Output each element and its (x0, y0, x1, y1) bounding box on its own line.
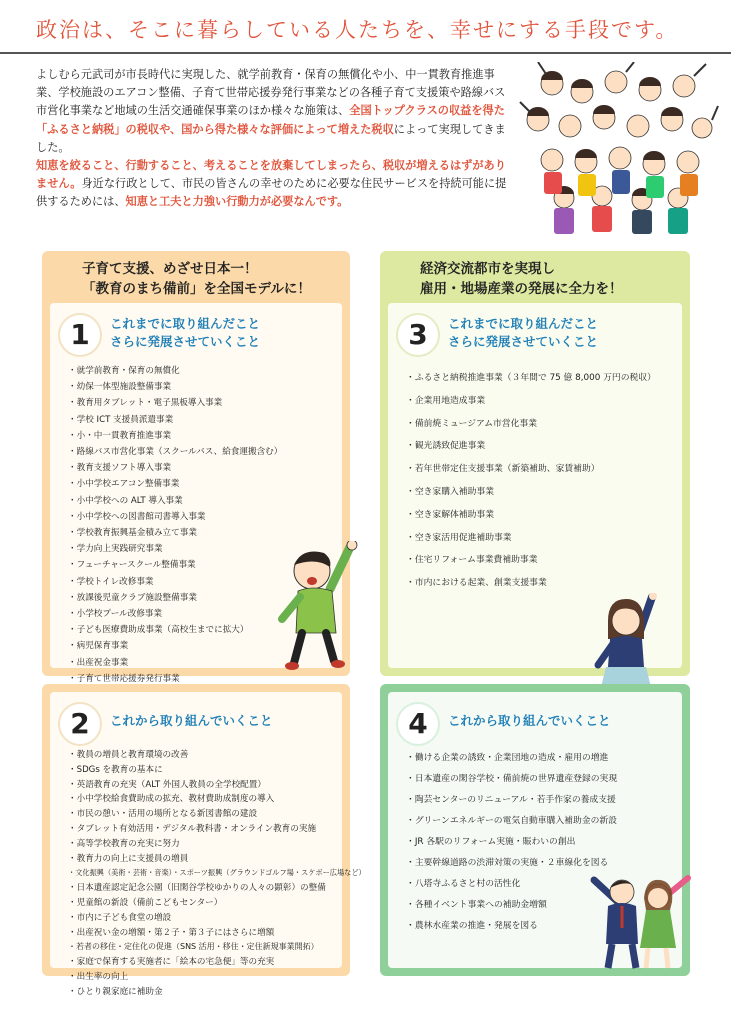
list-item: ・ 子ども医療費助成事業（高校生までに拡大） (68, 622, 282, 638)
list-item: ・ 教育用タブレット・電子黒板導入事業 (68, 395, 282, 411)
panel-economy-future (380, 684, 690, 976)
list-item: ・ 日本遺産の閑谷学校・備前焼の世界遺産登録の実現 (406, 769, 617, 790)
list-item: ・ 学校教育振興基金積み立て事業 (68, 525, 282, 541)
list-item: ・ JR 各駅のリフォーム実施・賑わいの創出 (406, 832, 617, 853)
panel-1-title (82, 259, 311, 299)
panel-4-card (388, 692, 682, 968)
list-item: ・ 市民の憩い・活用の場所となる新図書館の建設 (68, 807, 366, 822)
list-item: ・ 就学前教育・保育の無償化 (68, 363, 282, 379)
list-item: ・ 出産祝金事業 (68, 655, 282, 671)
intro-text-2: によって実現してきました。 (36, 122, 506, 154)
panel-3-subheading-line-2: さらに発展させていくこと (448, 334, 599, 349)
list-item: ・ 児童館の新設（備前こどもセンター） (68, 896, 366, 911)
list-item: ・ 高等学校教育の充実に努力 (68, 837, 366, 852)
panel-childcare-future (42, 684, 366, 997)
list-item: ・ SDGs を教育の基本に (68, 763, 366, 778)
list-item: ・ 放課後児童クラブ施設整備事業 (68, 590, 282, 606)
list-item: ・ 小中学校への ALT 導入事業 (68, 493, 282, 509)
list-item: ・ 市内における起業、創業支援事業 (406, 572, 656, 595)
panel-3-subheading-line-1: これまでに取り組んだこと (448, 316, 599, 331)
list-item: ・ 働ける企業の誘致・企業団地の造成・雇用の増進 (406, 748, 617, 769)
intro-highlight-3: 知恵と工夫と力強い行動力が必要なんです。 (125, 195, 349, 209)
intro-text-3: 身近な行政として、市民の皆さんの幸せのために必要な住民サービスを持続可能に提供するためには、 (36, 177, 507, 209)
list-item: ・ 病児保育事業 (68, 638, 282, 654)
panel-2-subheading: これから取り組んでいくこと (110, 713, 273, 728)
list-item: ・ 学校 ICT 支援員派遣事業 (68, 412, 282, 428)
list-item: ・ 企業用地造成事業 (406, 390, 656, 413)
list-item: ・ 小中学校への図書館司書導入事業 (68, 509, 282, 525)
list-item: ・ ふるさと納税推進事業（３年間で 75 億 8,000 万円の税収） (406, 367, 656, 390)
panel-4-subheading: これから取り組んでいくこと (448, 713, 611, 728)
panel-3-card (388, 303, 682, 668)
panel-1-number-badge: 1 (58, 313, 102, 357)
headline-text: 政治は、そこに暮らしている人たちを、幸せにする手段です。 (36, 18, 679, 42)
list-item: ・ 小・中一貫教育推進事業 (68, 428, 282, 444)
page-headline (36, 14, 716, 54)
list-item: ・ 教育力の向上に支援員の増員 (68, 852, 366, 867)
panel-1-title-line-1: 子育て支援、めざせ日本一！ (82, 261, 258, 277)
list-item: ・ 日本遺産認定記念公園（旧閑谷学校ゆかりの人々の顕彰）の整備 (68, 881, 366, 896)
panel-1-card (50, 303, 342, 684)
list-item: ・ 幼保一体型施設整備事業 (68, 379, 282, 395)
intro-highlight-2: 知恵を絞ること、行動すること、考えることを放棄してしまったら、税収が増えるはずがありません。 (36, 159, 506, 191)
list-item: ・ 路線バス市営化事業（スクールバス、給食運搬含む） (68, 444, 282, 460)
list-item: ・ 農林水産業の推進・発展を図る (406, 916, 617, 937)
panel-3-number-badge: 3 (396, 313, 440, 357)
list-item: ・ 空き家購入補助事業 (406, 481, 656, 504)
intro-highlight-1: 全国トップクラスの収益を得た「ふるさと納税」の税収や、国から得た様々な評価によって増えた税収 (36, 104, 505, 136)
list-item: ・ 住宅リフォーム事業費補助事業 (406, 549, 656, 572)
cheering-crowd-illustration (516, 62, 720, 242)
panel-2-card (50, 692, 366, 997)
panel-4-number-badge: 4 (396, 702, 440, 746)
list-item: ・ 空き家活用促進補助事業 (406, 527, 656, 550)
list-item: ・ タブレット有効活用・デジタル教科書・オンライン教育の実施 (68, 822, 366, 837)
panel-1-item-list (68, 363, 282, 703)
panel-3-title-line-2: 雇用・地場産業の発展に全力を！ (420, 281, 623, 297)
panel-2-item-list (68, 748, 366, 1000)
list-item: ・ ひとり親家庭に補助金 (68, 985, 366, 1000)
list-item: ・ 若者の移住・定住化の促進（SNS 活用・移住・定住新規事業開拓） (68, 940, 366, 955)
cheering-boy-illustration (272, 541, 368, 671)
list-item: ・ 学校トイレ改修事業 (68, 574, 282, 590)
panel-1-subheading (110, 315, 260, 351)
panel-3-title-line-1: 経済交流都市を実現し (420, 261, 555, 277)
list-item: ・ グリーンエネルギーの電気自動車購入補助金の新設 (406, 811, 617, 832)
panel-3-item-list (406, 367, 656, 595)
list-item: ・ 主要幹線道路の渋滞対策の実施・２車線化を図る (406, 853, 617, 874)
list-item: ・ 教員の増員と教育環境の改善 (68, 748, 366, 763)
list-item: ・ 観光誘致促進事業 (406, 435, 656, 458)
list-item: ・ 出産祝い金の増額・第２子・第３子にはさらに増額 (68, 926, 366, 941)
panel-3-title (420, 259, 623, 299)
list-item: ・ 小中学校給食費助成の拡充、教材費助成制度の導入 (68, 792, 366, 807)
list-item: ・ 各種イベント事業への補助金増額 (406, 895, 617, 916)
panel-1-subheading-line-1: これまでに取り組んだこと (110, 316, 261, 331)
list-item: ・ フューチャースクール整備事業 (68, 557, 282, 573)
panel-economy-achievements (380, 251, 690, 676)
list-item: ・ 空き家解体補助事業 (406, 504, 656, 527)
panel-3-subheading (448, 315, 598, 351)
list-item: ・ 家庭で保育する実施者に「絵本の宅急便」等の充実 (68, 955, 366, 970)
panel-2-number-badge: 2 (58, 702, 102, 746)
panel-1-title-line-2: 「教育のまち備前」を全国モデルに！ (82, 281, 311, 297)
list-item: ・ 出生率の向上 (68, 970, 366, 985)
intro-text-1: よしむら元武司が市長時代に実現した、就学前教育・保育の無償化や小、中一貫教育推進事業、学校施設のエアコン整備、子育て世帯応援券発行事業などの各種子育て支援策や路線バス市営化事業など地域の生活交通確保事業のほか様々な施策は、 (36, 68, 506, 118)
list-item: ・ 小学校プール改修事業 (68, 606, 282, 622)
list-item: ・ 陶芸センターのリニューアル・若手作家の養成支援 (406, 790, 617, 811)
list-item: ・ 文化振興（美術・芸術・音楽）・スポーツ振興（グラウンドゴルフ場・スケボー広場など） (68, 866, 366, 881)
panel-childcare-achievements (42, 251, 350, 684)
list-item: ・ 学力向上実践研究事業 (68, 541, 282, 557)
panel-1-subheading-line-2: さらに発展させていくこと (110, 334, 261, 349)
cheering-workers-illustration (584, 868, 694, 978)
list-item: ・ 市内に子ども食堂の増設 (68, 911, 366, 926)
list-item: ・ 子育て世帯応援券発行事業 (68, 671, 282, 687)
list-item: ・ 若年世帯定住支援事業（新築補助、家賃補助） (406, 458, 656, 481)
headline-rule (0, 52, 731, 54)
list-item: ・ 小中学校エアコン整備事業 (68, 476, 282, 492)
list-item: ・ 八塔寺ふるさと村の活性化 (406, 874, 617, 895)
list-item: ・ 教育支援ソフト導入事業 (68, 460, 282, 476)
list-item: ・ 備前焼ミュージアム市営化事業 (406, 413, 656, 436)
intro-paragraph (36, 66, 508, 212)
list-item: ・ 英語教育の充実（ALT 外国人教員の全学校配置） (68, 778, 366, 793)
